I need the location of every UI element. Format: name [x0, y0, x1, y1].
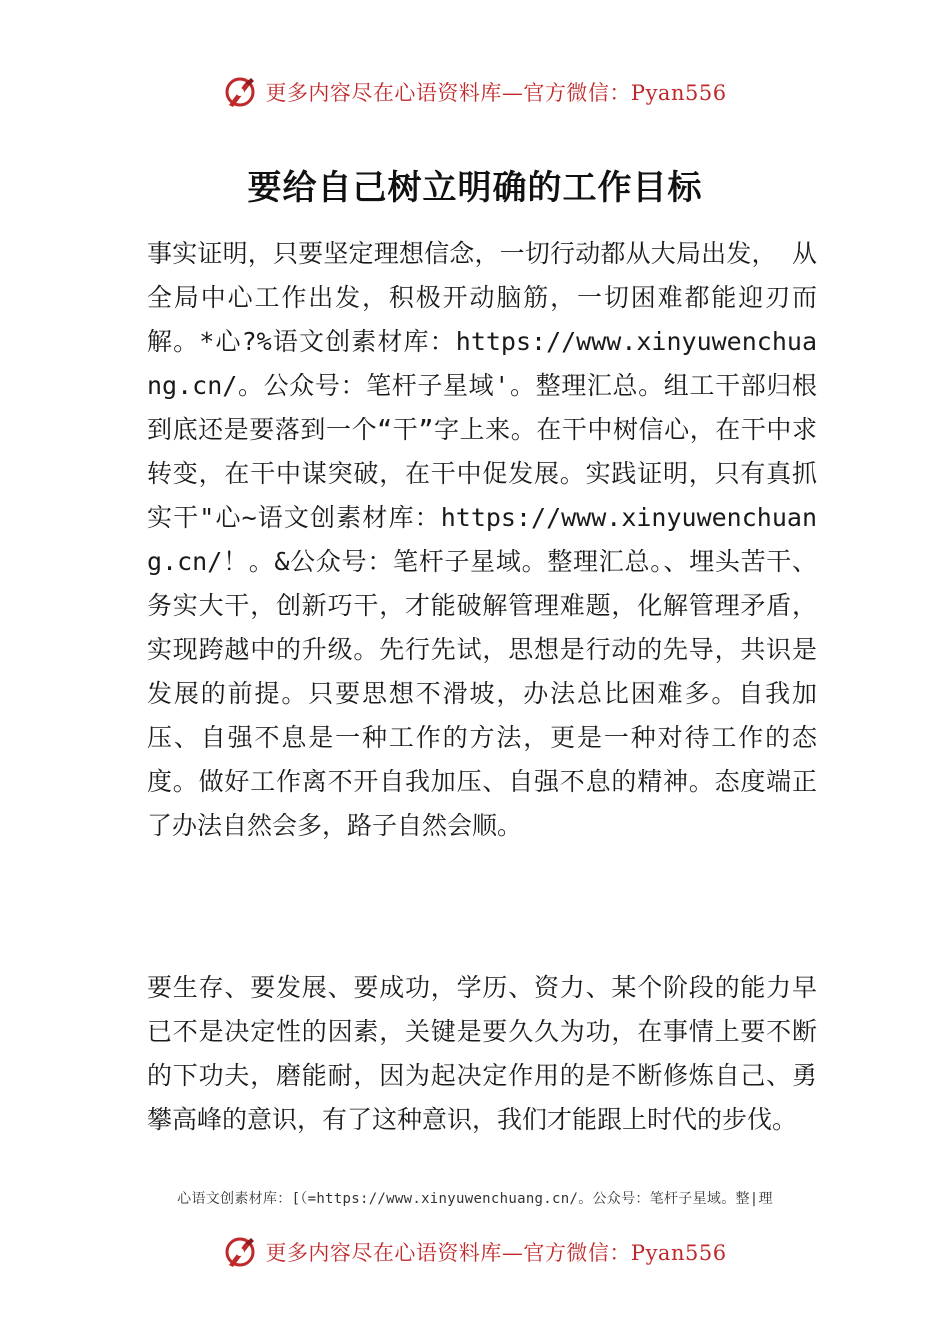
pen-circle-logo-icon [223, 75, 257, 109]
footer-banner [0, 1232, 950, 1272]
document-title: 要给自己树立明确的工作目标 [247, 168, 703, 208]
body-paragraph-1: 事实证明，只要坚定理想信念，一切行动都从大局出发， 从全局中心工作出发，积极开动脑筋，一切困难都能迎刃而解。*心?%语文创素材库：https://www.xinyuwenchuang.cn/。公众号：笔杆子星域'。整理汇总。组工干部归根到底还是要落到一个“干”字上来。在干中树信心，在干中求转变，在干中谋突破，在干中促发展。实践证明，只有真抓实干"心~语文创素材库：https://www.xinyuwenchuang.cn/！。&公众号：笔杆子星域。整理汇总。、埋头苦干、务实大干，创新巧干，才能破解管理难题，化解管理矛盾， 实现跨越中的升级。先行先试，思想是行动的先导，共识是发展的前提。只要思想不滑坡，办法总比困难多。自我加压、自强不息是一种工作的方法，更是一种对待工作的态度。做好工作离不开自我加压、自强不息的精神。态度端正了办法自然会多，路子自然会顺。 [147, 239, 817, 840]
footer-note: 心语文创素材库：[（=https://www.xinyuwenchuang.cn/。公众号：笔杆子星域。整|理 [177, 1191, 773, 1207]
banner-text: 更多内容尽在心语资料库—官方微信：Pyan556 [265, 81, 727, 105]
body-paragraph-2: 要生存、要发展、要成功，学历、资力、某个阶段的能力早已不是决定性的因素，关键是要久久为功，在事情上要不断的下功夫，磨能耐，因为起决定作用的是不断修炼自己、勇攀高峰的意识，有了这种意识，我们才能跟上时代的步伐。 [147, 973, 817, 1134]
banner-text: 更多内容尽在心语资料库—官方微信：Pyan556 [265, 1241, 727, 1265]
pen-circle-logo-icon [223, 1235, 257, 1269]
header-banner [0, 72, 950, 112]
